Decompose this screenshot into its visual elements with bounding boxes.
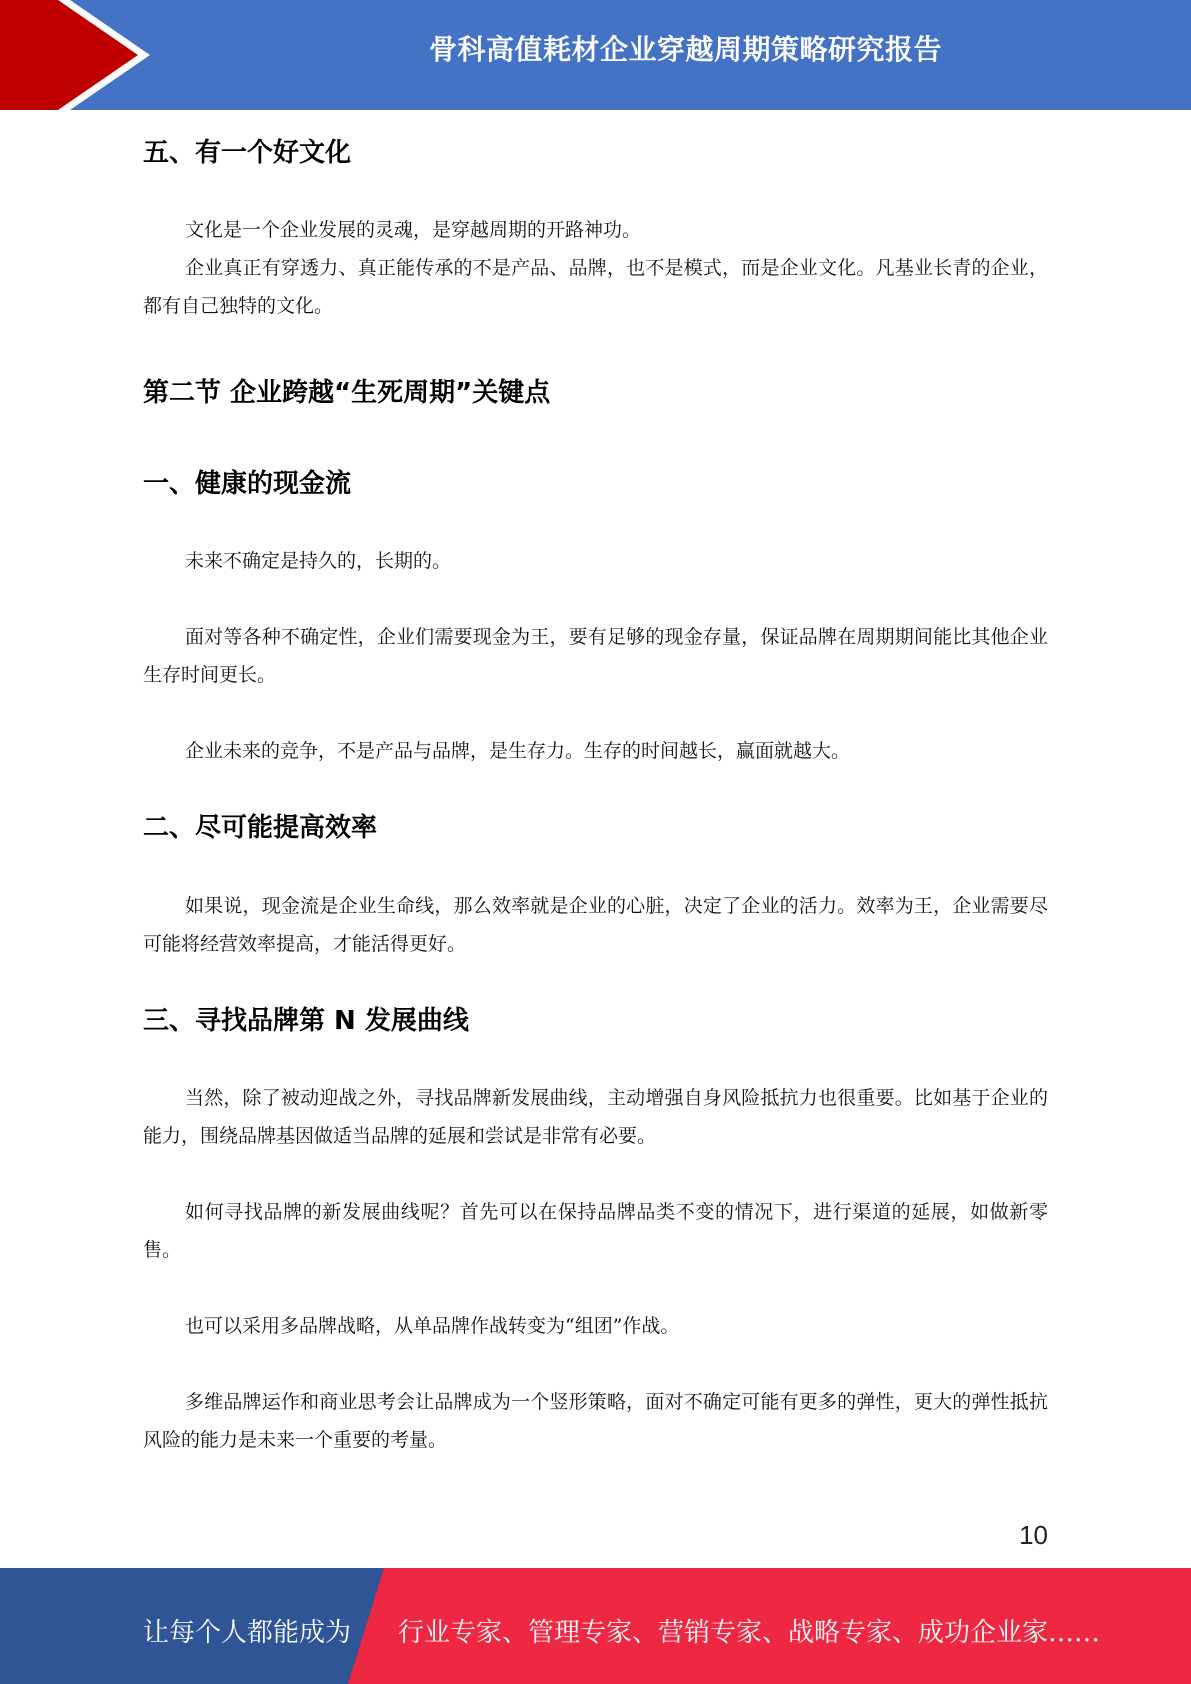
chapter-heading: 第二节 企业跨越“生死周期”关键点 bbox=[143, 378, 551, 408]
section-heading-efficiency: 二、尽可能提高效率 bbox=[143, 813, 378, 843]
paragraph: 文化是一个企业发展的灵魂，是穿越周期的开路神功。 bbox=[185, 219, 642, 241]
paragraph: 面对等各种不确定性，企业们需要现金为王，要有足够的现金存量，保证品牌在周期期间能比其他企业生存时间更长。 bbox=[143, 626, 1048, 686]
footer-slogan-left: 让每个人都能成为 bbox=[143, 1618, 352, 1648]
section-heading-culture: 五、有一个好文化 bbox=[143, 138, 352, 168]
paragraph: 如何寻找品牌的新发展曲线呢？首先可以在保持品牌品类不变的情况下，进行渠道的延展，如做新零售。 bbox=[143, 1201, 1048, 1261]
paragraph: 企业未来的竞争，不是产品与品牌，是生存力。生存的时间越长，赢面就越大。 bbox=[185, 740, 851, 762]
header-title: 骨科高值耗材企业穿越周期策略研究报告 bbox=[428, 33, 942, 66]
section-heading-cashflow: 一、健康的现金流 bbox=[143, 469, 352, 499]
paragraph: 如果说，现金流是企业生命线，那么效率就是企业的心脏，决定了企业的活力。效率为王，企业需要尽可能将经营效率提高，才能活得更好。 bbox=[143, 895, 1048, 955]
paragraph: 当然，除了被动迎战之外，寻找品牌新发展曲线，主动增强自身风险抵抗力也很重要。比如基于企业的能力，围绕品牌基因做适当品牌的延展和尝试是非常有必要。 bbox=[143, 1087, 1048, 1147]
page-footer bbox=[0, 1568, 1191, 1684]
paragraph: 企业真正有穿透力、真正能传承的不是产品、品牌，也不是模式，而是企业文化。凡基业长青的企业，都有自己独特的文化。 bbox=[143, 257, 1048, 317]
header-arrow-decoration bbox=[0, 0, 160, 110]
paragraph: 多维品牌运作和商业思考会让品牌成为一个竖形策略，面对不确定可能有更多的弹性，更大的弹性抵抗风险的能力是未来一个重要的考量。 bbox=[143, 1391, 1048, 1451]
footer-slogan-right: 行业专家、管理专家、营销专家、战略专家、成功企业家…… bbox=[398, 1618, 1101, 1648]
paragraph: 未来不确定是持久的，长期的。 bbox=[185, 550, 452, 572]
page-header bbox=[0, 0, 1191, 110]
paragraph: 也可以采用多品牌战略，从单品牌作战转变为“组团”作战。 bbox=[185, 1315, 680, 1337]
section-heading-growth-curve: 三、寻找品牌第 N 发展曲线 bbox=[143, 1006, 469, 1036]
page-number: 10 bbox=[1019, 1520, 1048, 1550]
